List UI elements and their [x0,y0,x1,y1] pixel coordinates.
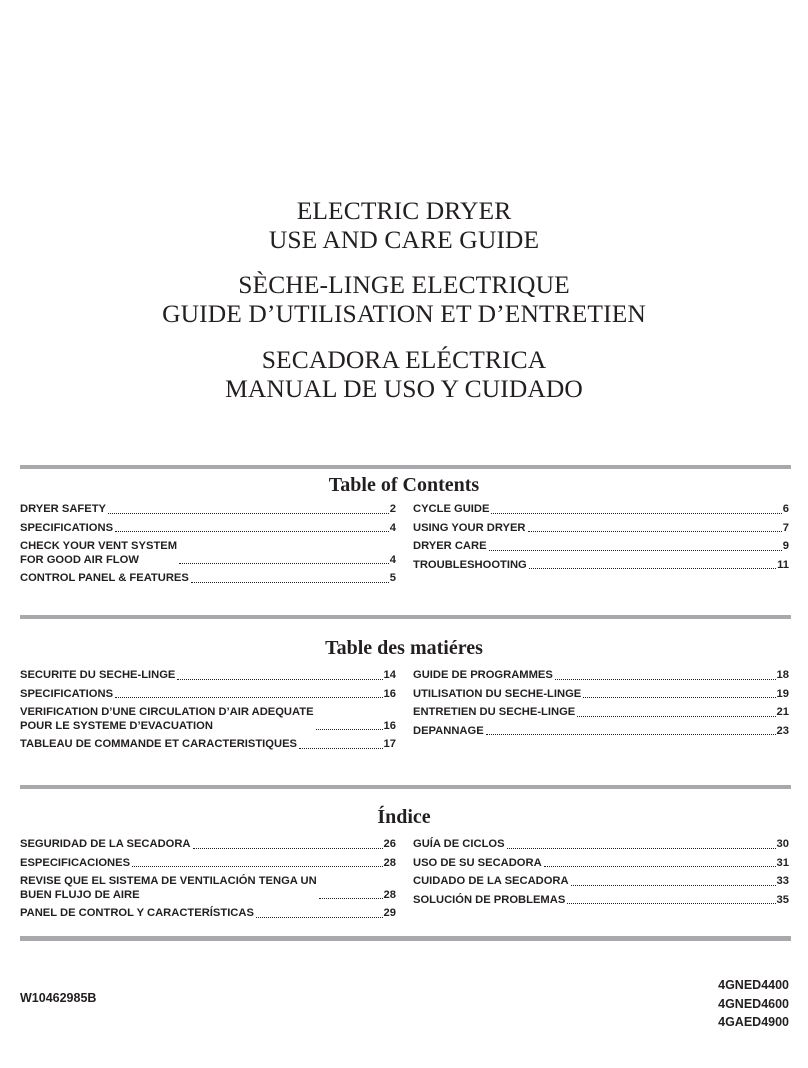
toc-entry-page-number: 19 [776,687,789,700]
toc-entry [20,875,396,902]
dot-leader [528,531,782,532]
toc-entry-title-line: ESPECIFICACIONES [20,856,131,869]
title-line: ELECTRIC DRYER [296,196,512,225]
toc-english-right-column [413,503,789,577]
toc-entry-page-number: 16 [383,687,396,700]
toc-entry-page-number: 2 [389,503,396,515]
toc-entry-title [413,875,569,889]
section-divider [20,465,791,469]
toc-entry-page-number: 4 [389,553,396,566]
toc-entry [20,572,396,586]
toc-entry-title-line: CUIDADO DE LA SECADORA [413,875,569,888]
toc-entry-title-line: POUR LE SYSTEME D’EVACUATION [20,719,213,732]
toc-entry-title [20,572,189,586]
toc-entry [413,706,789,720]
section-divider [20,615,791,619]
toc-entry-page-number: 30 [776,838,789,850]
toc-entry-page-number: 17 [383,738,396,751]
title-line: USE AND CARE GUIDE [268,225,540,254]
dot-leader [299,748,383,749]
dot-leader [529,568,776,569]
toc-entry-title-line: USING YOUR DRYER [413,521,526,534]
toc-french-right-column [413,669,789,743]
toc-entry [413,838,789,852]
toc-entry-page-number: 6 [782,503,789,515]
toc-entry-title [413,894,565,908]
toc-entry-page-number: 33 [776,875,789,888]
toc-entry-page-number: 16 [383,719,396,732]
toc-entry [20,540,396,567]
toc-entry-title-line: SPECIFICATIONS [20,687,114,700]
toc-entry-title-line: VERIFICATION D’UNE CIRCULATION D’AIR ADEQUATE [20,706,314,719]
model-number: 4GNED4400 [718,978,789,992]
toc-entry-title-line: CYCLE GUIDE [413,503,490,515]
toc-entry [20,522,396,536]
toc-entry-title [413,503,489,517]
title-french [0,270,808,328]
dot-leader [191,582,389,583]
toc-entry-title [20,688,113,702]
toc-entry-title-line: SECURITE DU SECHE-LINGE [20,669,176,681]
toc-entry-title-line: UTILISATION DU SECHE-LINGE [413,687,582,700]
toc-entry-title-line: REVISE QUE EL SISTEMA DE VENTILACIÓN TENGA UN [20,875,317,888]
toc-entry [413,688,789,702]
toc-entry [20,738,396,752]
toc-english-left-column [20,503,396,591]
dot-leader [571,885,776,886]
dot-leader [507,848,776,849]
toc-entry-title-line: CONTROL PANEL & FEATURES [20,572,189,585]
toc-entry [413,503,789,517]
toc-entry-page-number: 28 [383,888,396,901]
title-line: GUIDE D’UTILISATION ET D’ENTRETIEN [162,299,646,328]
dot-leader [115,697,383,698]
toc-entry-page-number: 7 [782,521,789,534]
dot-leader [256,917,383,918]
dot-leader [583,697,775,698]
dot-leader [491,513,781,514]
toc-entry-title-line: DRYER SAFETY [20,503,106,515]
toc-entry-title-line: SPECIFICATIONS [20,521,114,534]
toc-spanish-left-column [20,838,396,926]
toc-entry-title [413,540,487,554]
dot-leader [193,848,383,849]
toc-entry-page-number: 4 [389,521,396,534]
toc-entry-title [20,669,175,683]
toc-entry [413,875,789,889]
toc-entry-page-number: 14 [383,669,396,681]
toc-entry-page-number: 31 [776,856,789,869]
dot-leader [132,866,383,867]
title-line: SÈCHE-LINGE ELECTRIQUE [238,270,570,299]
toc-entry [20,838,396,852]
toc-heading-english: Table of Contents [328,474,480,496]
section-divider [20,785,791,789]
toc-entry-title [413,688,581,702]
dot-leader [577,716,775,717]
dot-leader [489,550,782,551]
toc-heading-french: Table des matiéres [325,637,483,659]
dot-leader [115,531,389,532]
toc-entry-page-number: 26 [383,838,396,850]
dot-leader [319,898,383,899]
title-spanish [0,345,808,403]
model-number: 4GAED4900 [718,1015,789,1029]
toc-entry [20,857,396,871]
dot-leader [177,679,382,680]
toc-entry-page-number: 11 [777,558,789,571]
toc-entry-title [413,857,542,871]
model-numbers [718,976,789,1032]
toc-entry-title-line: SEGURIDAD DE LA SECADORA [20,838,191,850]
toc-french-left-column [20,669,396,757]
title-line: MANUAL DE USO Y CUIDADO [225,374,583,403]
toc-entry-title-line: GUIDE DE PROGRAMMES [413,669,553,681]
toc-entry-title [413,838,505,852]
toc-entry-title [413,522,526,536]
dot-leader [316,729,383,730]
toc-entry-title [20,875,317,902]
toc-entry [20,907,396,921]
dot-leader [544,866,776,867]
dot-leader [179,563,389,564]
toc-entry [20,669,396,683]
toc-entry-title [20,706,314,733]
toc-entry [413,559,789,573]
toc-entry-title-line: BUEN FLUJO DE AIRE [20,888,140,901]
toc-entry [413,857,789,871]
toc-entry-page-number: 18 [776,669,789,681]
toc-entry-title [413,669,553,683]
toc-entry-page-number: 28 [383,856,396,869]
toc-entry-title [20,738,297,752]
toc-entry [413,669,789,683]
toc-entry-title [413,559,527,573]
toc-entry-title-line: SOLUCIÓN DE PROBLEMAS [413,893,566,906]
toc-entry-title-line: CHECK YOUR VENT SYSTEM [20,540,178,553]
toc-entry-title-line: GUÍA DE CICLOS [413,838,505,850]
title-english [0,196,808,254]
dot-leader [486,734,776,735]
dot-leader [555,679,776,680]
toc-entry-title-line: PANEL DE CONTROL Y CARACTERÍSTICAS [20,907,254,920]
toc-entry-title-line: FOR GOOD AIR FLOW [20,553,139,566]
toc-entry-title [20,522,113,536]
toc-entry-title-line: TABLEAU DE COMMANDE ET CARACTERISTIQUES [20,738,297,751]
toc-entry [20,503,396,517]
toc-entry-title [413,706,575,720]
toc-entry-page-number: 29 [383,907,396,920]
toc-entry [413,540,789,554]
toc-entry-page-number: 23 [776,724,789,737]
toc-entry-title [413,725,484,739]
toc-entry-title [20,857,130,871]
toc-entry-page-number: 35 [776,893,789,906]
toc-entry [413,725,789,739]
toc-entry-page-number: 9 [782,540,789,553]
toc-entry-title [20,540,177,567]
toc-entry-title [20,838,191,852]
document-code: W10462985B [20,991,97,1005]
toc-entry [413,522,789,536]
toc-entry-title [20,503,106,517]
toc-entry [413,894,789,908]
section-divider [20,936,791,941]
toc-entry-title-line: DEPANNAGE [413,724,484,737]
toc-entry-page-number: 5 [389,572,396,585]
toc-entry-title-line: DRYER CARE [413,540,487,553]
model-number: 4GNED4600 [718,996,789,1011]
dot-leader [108,513,389,514]
toc-entry-title-line: TROUBLESHOOTING [413,558,527,571]
toc-entry-title-line: USO DE SU SECADORA [413,856,542,869]
toc-spanish-right-column [413,838,789,912]
toc-entry [20,688,396,702]
toc-heading-spanish: Índice [377,806,431,828]
title-line: SECADORA ELÉCTRICA [261,345,547,374]
toc-entry-title-line: ENTRETIEN DU SECHE-LINGE [413,706,576,719]
toc-entry-title [20,907,254,921]
toc-entry-page-number: 21 [776,706,789,719]
dot-leader [567,903,775,904]
toc-entry [20,706,396,733]
